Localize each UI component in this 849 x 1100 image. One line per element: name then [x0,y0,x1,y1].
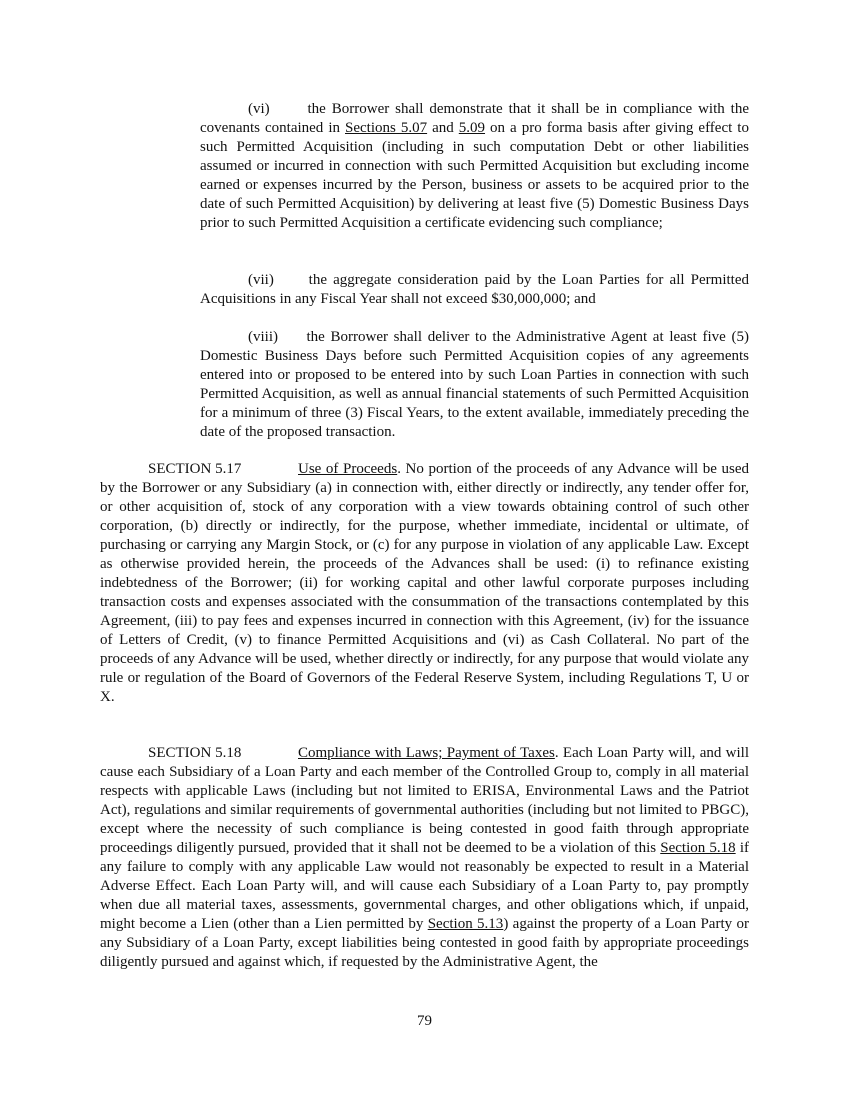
section-5-17-number: SECTION 5.17 [148,461,242,477]
cross-reference-section-5-13: Section 5.13 [427,916,504,932]
cross-reference-sections-5-07: Sections 5.07 [345,120,428,136]
section-5-18-text-2: if any failure to comply with any applicable Law would not reasonably be expected to result in a Material Adverse Effect. Each Loan Party will, and will cause each Subsidiary of a Loan Party to, pay promptly when due all material taxes, assessments, governmental charges, and other obligations which, if unpaid, might become a Lien (other than a Lien permitted by [100,840,749,932]
cross-reference-section-5-18: Section 5.18 [660,840,736,856]
section-5-17-heading: Use of Proceeds [298,461,398,477]
clause-vi-label: (vi) [248,101,270,117]
clause-vii [200,271,749,309]
clause-viii-label: (viii) [248,329,278,345]
clause-vi-text-1: the Borrower shall demonstrate that it shall be in compliance with the covenants contained in [200,101,749,136]
section-5-18-text-3: ) against the property of a Loan Party or any Subsidiary of a Loan Party, except liabilities being contested in good faith by appropriate proceedings diligently pursued and against which, if requested by the Administrative Agent, the [100,916,749,970]
clause-vi-text-3: on a pro forma basis after giving effect to such Permitted Acquisition (including in such computation Debt or other liabilities assumed or incurred in connection with such Permitted Acquisition but excluding income earned or expenses incurred by the Person, business or assets to be acquired prior to the date of such Permitted Acquisition) by delivering at least five (5) Domestic Business Days prior to such Permitted Acquisition a certificate evidencing such compliance; [200,120,749,231]
clause-vii-label: (vii) [248,272,274,288]
cross-reference-5-09: 5.09 [458,120,486,136]
section-5-17-text: . No portion of the proceeds of any Advance will be used by the Borrower or any Subsidiary (a) in connection with, either directly or indirectly, any tender offer for, or other acquisition of, stock of any corporation with a view towards obtaining control of such other corporation, (b) directly or indirectly, for the purpose, whether immediate, incidental or ultimate, of purchasing or carrying any Margin Stock, or (c) for any purpose in violation of any applicable Law. Except as otherwise provided herein, the proceeds of the Advances shall be used: (i) to refinance existing indebtedness of the Borrower; (ii) for working capital and other lawful corporate purposes including transaction costs and expenses associated with the consummation of the transactions contemplated by this Agreement, (iii) to pay fees and expenses incurred in connection with this Agreement, (iv) for the issuance of Letters of Credit, (v) to finance Permitted Acquisitions and (vi) as Cash Collateral. No part of the proceeds of any Advance will be used, whether directly or indirectly, for any purpose that would violate any rule or regulation of the Board of Governors of the Federal Reserve System, including Regulations T, U or X. [100,461,749,705]
clause-vi-text-2: and [427,120,459,136]
section-5-18-heading: Compliance with Laws; Payment of Taxes [298,745,555,761]
clause-viii-text: the Borrower shall deliver to the Administrative Agent at least five (5) Domestic Business Days before such Permitted Acquisition copies of any agreements entered into or proposed to be entered into by such Loan Parties in connection with such Permitted Acquisition, as well as annual financial statements of such Permitted Acquisition for a minimum of three (3) Fiscal Years, to the extent available, immediately preceding the date of the proposed transaction. [200,329,750,440]
section-5-18 [100,744,749,972]
section-5-18-text-1: . Each Loan Party will, and will cause each Subsidiary of a Loan Party and each member of the Controlled Group to, comply in all material respects with applicable Laws (including but not limited to ERISA, Environmental Laws and the Patriot Act), regulations and similar requirements of governmental authorities (including but not limited to PBGC), except where the necessity of such compliance is being contested in good faith through appropriate proceedings diligently pursued, provided that it shall not be deemed to be a violation of this [100,745,749,856]
clause-vii-text: the aggregate consideration paid by the Loan Parties for all Permitted Acquisitions in any Fiscal Year shall not exceed $30,000,000; and [200,272,749,307]
clause-viii [200,328,749,442]
section-5-17 [100,460,749,707]
page-number: 79 [417,1013,432,1029]
clause-vi [200,100,749,233]
section-5-18-number: SECTION 5.18 [148,745,242,761]
